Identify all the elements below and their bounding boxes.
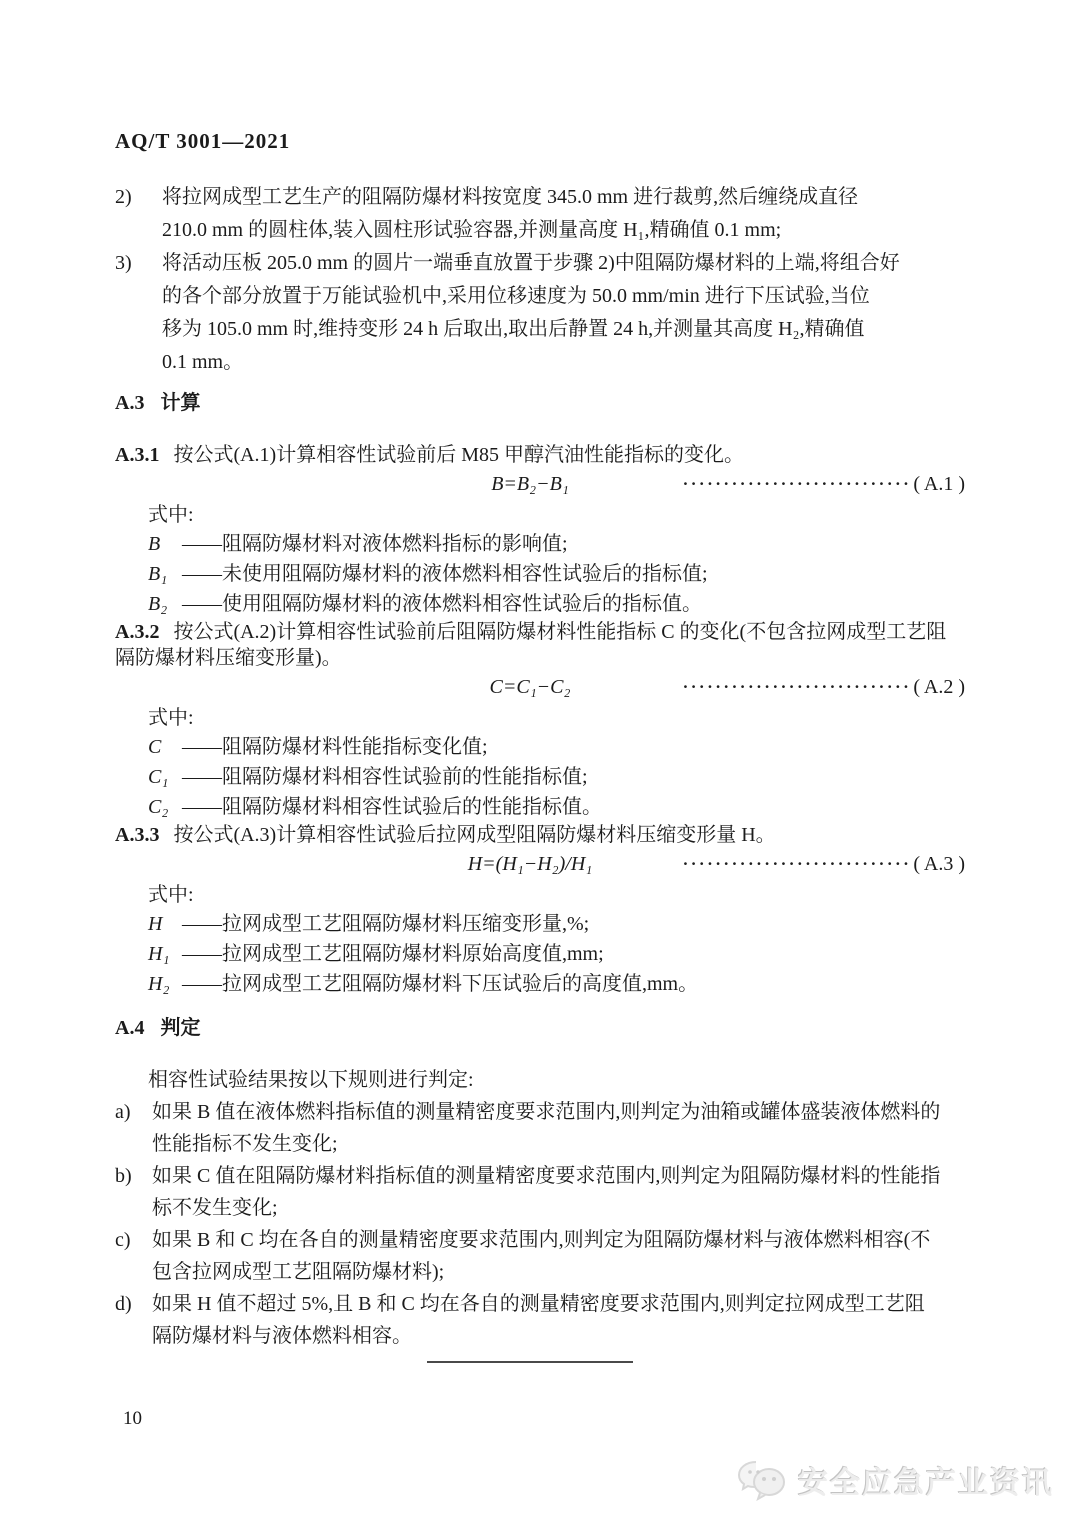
formula-number: ( A.2 ) — [913, 676, 965, 698]
dotted-leader — [680, 851, 911, 877]
list-item-label: d) — [115, 1293, 132, 1315]
clause-paragraph — [115, 619, 965, 645]
definition-desc: ——阻隔防爆材料相容性试验后的性能指标值。 — [182, 796, 602, 818]
definition-desc: ——阻隔防爆材料相容性试验前的性能指标值; — [182, 766, 588, 788]
text-line: 将活动压板 205.0 mm 的圆片一端垂直放置于步骤 2)中阻隔防爆材料的上端,将组合好 — [162, 252, 900, 274]
procedure-steps — [115, 181, 965, 379]
definition-row — [148, 559, 965, 589]
definition-desc: ——阻隔防爆材料性能指标变化值; — [182, 736, 488, 758]
text-line: 标不发生变化; — [152, 1197, 278, 1219]
dotted-leader — [680, 674, 911, 700]
definition-desc: ——拉网成型工艺阻隔防爆材料下压试验后的高度值,mm。 — [182, 973, 699, 995]
list-item-text — [162, 247, 965, 379]
section-title: 判定 — [160, 1017, 201, 1039]
clause-paragraph — [115, 822, 965, 848]
list-item-text — [152, 1096, 965, 1160]
text-line: 性能指标不发生变化; — [152, 1133, 338, 1155]
standard-number: AQ/T 3001—2021 — [115, 129, 291, 153]
clause-number: A.3.3 — [115, 824, 160, 846]
text-line: 移为 105.0 mm 时,维持变形 24 h 后取出,取出后静置 24 h,并测量其高度 H₂,精确值 — [162, 318, 865, 340]
text-line: 隔防爆材料与液体燃料相容。 — [152, 1325, 412, 1347]
definition-term: C₂ — [148, 796, 169, 818]
text-line: 210.0 mm 的圆柱体,装入圆柱形试验容器,并测量高度 H₁,精确值 0.1 mm; — [162, 219, 782, 241]
list-item-label: b) — [115, 1165, 132, 1187]
list-item-label: 2) — [115, 186, 132, 208]
list-item-c — [115, 1224, 965, 1288]
definition-term: B₂ — [148, 593, 168, 615]
clause-text: 按公式(A.2)计算相容性试验前后阻隔防爆材料性能指标 C 的变化(不包含拉网成型工艺阻 — [173, 621, 947, 643]
definition-term: H₂ — [148, 973, 170, 995]
definition-term: C₁ — [148, 766, 169, 788]
clause-number: A.3.2 — [115, 621, 160, 643]
formula-row — [115, 674, 965, 700]
clause-text: 按公式(A.3)计算相容性试验后拉网成型阻隔防爆材料压缩变形量 H。 — [173, 824, 776, 846]
definition-row — [148, 909, 965, 939]
definition-desc: ——拉网成型工艺阻隔防爆材料原始高度值,mm; — [182, 943, 604, 965]
definition-row — [148, 939, 965, 969]
text-line: 0.1 mm。 — [162, 351, 244, 373]
definition-row — [148, 529, 965, 559]
text-line: 包含拉网成型工艺阻隔防爆材料); — [152, 1261, 445, 1283]
list-item-text — [152, 1160, 965, 1224]
text-line: 如果 B 和 C 均在各自的测量精密度要求范围内,则判定为阻隔防爆材料与液体燃料相容(不 — [152, 1229, 931, 1251]
definition-term: H₁ — [148, 943, 170, 965]
watermark-text: 安全应急产业资讯 — [798, 1467, 1054, 1500]
list-item-text — [152, 1288, 965, 1352]
list-item-2 — [115, 181, 965, 247]
text-line: 将拉网成型工艺生产的阻隔防爆材料按宽度 345.0 mm 进行裁剪,然后缠绕成直径 — [162, 186, 859, 208]
definition-row — [148, 762, 965, 792]
section-heading-a4 — [115, 1015, 965, 1041]
definition-row — [148, 792, 965, 822]
formula-row — [115, 851, 965, 877]
definition-term: B₁ — [148, 563, 168, 585]
text-line: 如果 C 值在阻隔防爆材料指标值的测量精密度要求范围内,则判定为阻隔防爆材料的性能指 — [152, 1165, 941, 1187]
clause-number: A.3.1 — [115, 444, 160, 466]
definition-desc: ——未使用阻隔防爆材料的液体燃料相容性试验后的指标值; — [182, 563, 708, 585]
list-item-label: 3) — [115, 252, 132, 274]
definition-term: C — [148, 736, 162, 758]
where-label: 式中: — [148, 504, 194, 526]
definition-row — [148, 732, 965, 762]
list-item-text — [152, 1224, 965, 1288]
where-label: 式中: — [148, 884, 194, 906]
section-title: 计算 — [160, 392, 201, 414]
clause-text: 按公式(A.1)计算相容性试验前后 M85 甲醇汽油性能指标的变化。 — [173, 444, 744, 466]
section-number: A.4 — [115, 1017, 145, 1039]
definition-desc: ——阻隔防爆材料对液体燃料指标的影响值; — [182, 533, 568, 555]
formula-number: ( A.3 ) — [913, 853, 965, 875]
list-item-label: a) — [115, 1101, 131, 1123]
definition-desc: ——拉网成型工艺阻隔防爆材料压缩变形量,%; — [182, 913, 590, 935]
list-item-label: c) — [115, 1229, 131, 1251]
dotted-leader — [680, 471, 911, 497]
clause-a3-2 — [115, 619, 965, 822]
formula-number: ( A.1 ) — [913, 473, 965, 495]
formula: B=B₂−B₁ — [491, 473, 569, 495]
formula: C=C₁−C₂ — [489, 676, 571, 698]
list-item-text — [162, 181, 965, 247]
clause-a3-1 — [115, 442, 965, 619]
text-line: 如果 H 值不超过 5%,且 B 和 C 均在各自的测量精密度要求范围内,则判定拉网成型工艺阻 — [152, 1293, 925, 1315]
list-item-d — [115, 1288, 965, 1352]
text-line: 的各个部分放置于万能试验机中,采用位移速度为 50.0 mm/min 进行下压试验,当位 — [162, 285, 870, 307]
wechat-icon — [736, 1458, 788, 1502]
list-item-3 — [115, 247, 965, 379]
definition-row — [148, 589, 965, 619]
section-number: A.3 — [115, 392, 145, 414]
clause-text-continued: 隔防爆材料压缩变形量)。 — [115, 647, 342, 669]
judgement-list — [115, 1096, 965, 1352]
list-item-b — [115, 1160, 965, 1224]
end-divider — [427, 1361, 633, 1363]
judgement-intro: 相容性试验结果按以下规则进行判定: — [148, 1069, 474, 1091]
definition-term: H — [148, 913, 163, 935]
clause-paragraph — [115, 442, 965, 468]
definition-term: B — [148, 533, 161, 555]
definition-desc: ——使用阻隔防爆材料的液体燃料相容性试验后的指标值。 — [182, 593, 702, 615]
where-label: 式中: — [148, 707, 194, 729]
list-item-a — [115, 1096, 965, 1160]
formula: H=(H₁−H₂)/H₁ — [467, 853, 593, 875]
section-heading-a3 — [115, 390, 965, 416]
clause-a3-3 — [115, 822, 965, 999]
text-line: 如果 B 值在液体燃料指标值的测量精密度要求范围内,则判定为油箱或罐体盛装液体燃料的 — [152, 1101, 941, 1123]
page-number: 10 — [123, 1408, 142, 1429]
definition-row — [148, 969, 965, 999]
watermark — [736, 1458, 1054, 1502]
formula-row — [115, 471, 965, 497]
